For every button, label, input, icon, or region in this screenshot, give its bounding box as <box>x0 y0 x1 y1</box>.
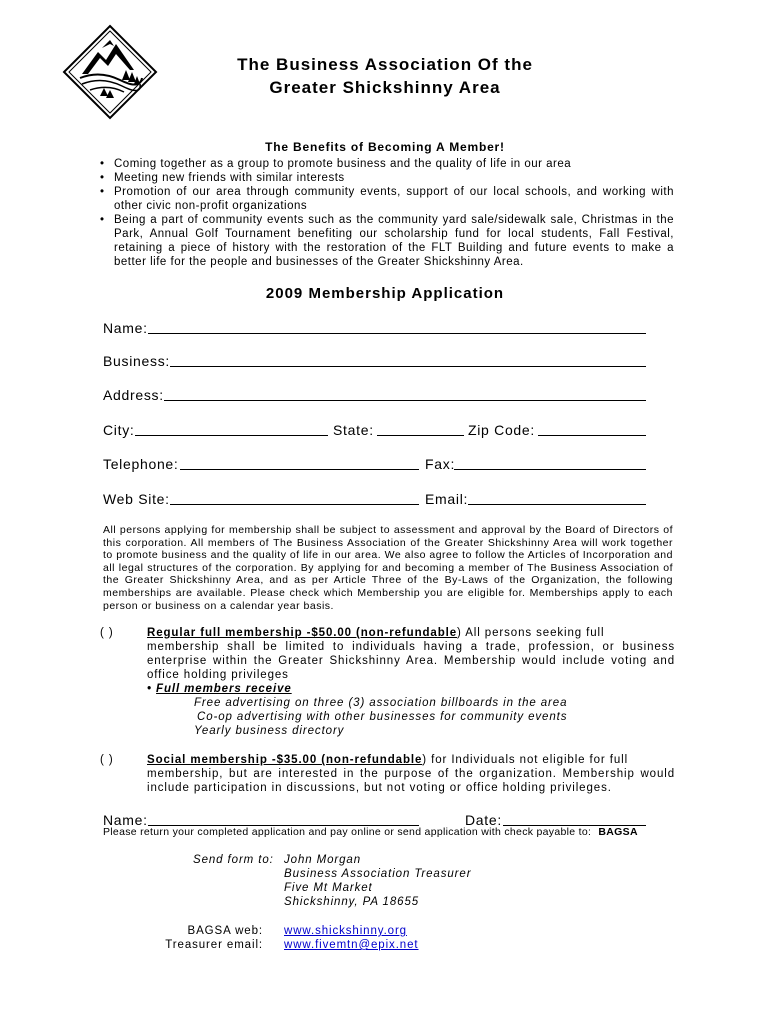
send-form-label: Send form to: <box>193 854 274 866</box>
full-members-receive-label: Full members receive <box>156 683 292 695</box>
benefit-text: Being a part of community events such as the community yard sale/sidewalk sale, Christmas in the Park, Annual Golf Tournament benefiting our scholarship fund for local students, Fall Festival, retaining a piece of history with the restoration of the FLT Building and future events to make a better life for the people and businesses of the Greater Shickshinny Area. <box>114 214 674 268</box>
website-label: Web Site: <box>103 491 170 507</box>
member-benefit: Co-op advertising with other businesses for community events <box>197 711 568 723</box>
org-title-line1: The Business Association Of the <box>237 55 533 74</box>
return-note-text: Please return your completed application and pay online or send application with check payable to: <box>103 826 592 838</box>
website-link[interactable]: www.shickshinny.org <box>284 925 407 937</box>
payee-name: BAGSA <box>598 826 638 838</box>
regular-membership-option <box>147 626 675 682</box>
business-label: Business: <box>103 353 170 369</box>
city-field[interactable] <box>135 435 328 436</box>
website-field[interactable] <box>170 504 419 505</box>
telephone-field[interactable] <box>180 469 419 470</box>
address-field[interactable] <box>164 400 646 401</box>
mountain-logo-icon <box>60 22 160 122</box>
regular-membership-title: Regular full membership -$50.00 (non-refundable <box>147 627 458 639</box>
social-membership-option <box>147 753 675 795</box>
email-label: Email: <box>425 491 469 507</box>
bullet-icon: • <box>100 158 105 170</box>
address-line: John Morgan <box>284 854 362 866</box>
social-membership-description: membership, but are interested in the purpose of the organization. Membership would include participation in discussions, but not voting or office holding privileges. <box>147 768 675 794</box>
fax-label: Fax: <box>425 456 456 472</box>
business-field[interactable] <box>170 366 646 367</box>
fax-field[interactable] <box>454 469 646 470</box>
name-label: Name: <box>103 320 148 336</box>
org-title-line2: Greater Shickshinny Area <box>269 78 501 97</box>
treasurer-email-label: Treasurer email: <box>165 939 263 951</box>
bullet-icon: • <box>100 186 105 198</box>
member-benefit: Yearly business directory <box>194 725 345 737</box>
regular-membership-description: membership shall be limited to individuals having a trade, profession, or business enterprise within the Greater Shickshinny Area. Membership would include voting and office holding privileges <box>147 641 675 681</box>
terms-paragraph: All persons applying for membership shall be subject to assessment and approval by the Board of Directors of this corporation. All members of The Business Association of the Greater Shickshinny Area will work together to promote business and the quality of life in our area. We also agree to follow the Articles of Incorporation and all legal structures of the corporation. By applying for and becoming a member of The Business Association of the Greater Shickshinny Area, and as per Article Three of the By-Laws of the Organization, the following memberships are available. Please check which Membership you are eligible for. Memberships apply to each person or business on a calendar year basis. <box>103 524 673 612</box>
return-note <box>103 826 638 839</box>
address-line: Business Association Treasurer <box>284 868 472 880</box>
social-membership-intro: ) for Individuals not eligible for full <box>422 754 629 766</box>
date-label: Date: <box>465 812 502 828</box>
benefit-text: Promotion of our area through community events, support of our local schools, and working with other civic non-profit organizations <box>114 186 674 212</box>
application-heading: 2009 Membership Application <box>265 285 505 302</box>
address-label: Address: <box>103 387 164 403</box>
benefits-heading: The Benefits of Becoming A Member! <box>265 140 505 154</box>
member-benefit: Free advertising on three (3) association billboards in the area <box>194 697 568 709</box>
treasurer-email-link[interactable]: www.fivemtn@epix.net <box>284 939 419 951</box>
state-label: State: <box>333 422 374 438</box>
zip-field[interactable] <box>538 435 646 436</box>
state-field[interactable] <box>377 435 464 436</box>
social-membership-title: Social membership -$35.00 (non-refundable <box>147 754 423 766</box>
bullet-icon: • <box>100 172 105 184</box>
social-membership-checkbox[interactable]: ( ) <box>100 754 114 766</box>
city-label: City: <box>103 422 135 438</box>
name-field[interactable] <box>148 333 646 334</box>
bullet-icon: • <box>147 683 152 695</box>
telephone-label: Telephone: <box>103 456 179 472</box>
zip-label: Zip Code: <box>468 422 535 438</box>
bullet-icon: • <box>100 214 105 226</box>
regular-membership-intro: ) All persons seeking full <box>457 627 605 639</box>
regular-membership-checkbox[interactable]: ( ) <box>100 627 114 639</box>
benefit-text: Coming together as a group to promote business and the quality of life in our area <box>114 158 572 170</box>
association-logo <box>60 22 160 122</box>
full-members-receive <box>147 682 292 696</box>
address-line: Shickshinny, PA 18655 <box>284 896 420 908</box>
signature-name-label: Name: <box>103 812 148 828</box>
benefit-text: Meeting new friends with similar interests <box>114 172 345 184</box>
web-label: BAGSA web: <box>187 925 263 937</box>
email-field[interactable] <box>468 504 646 505</box>
address-line: Five Mt Market <box>284 882 373 894</box>
